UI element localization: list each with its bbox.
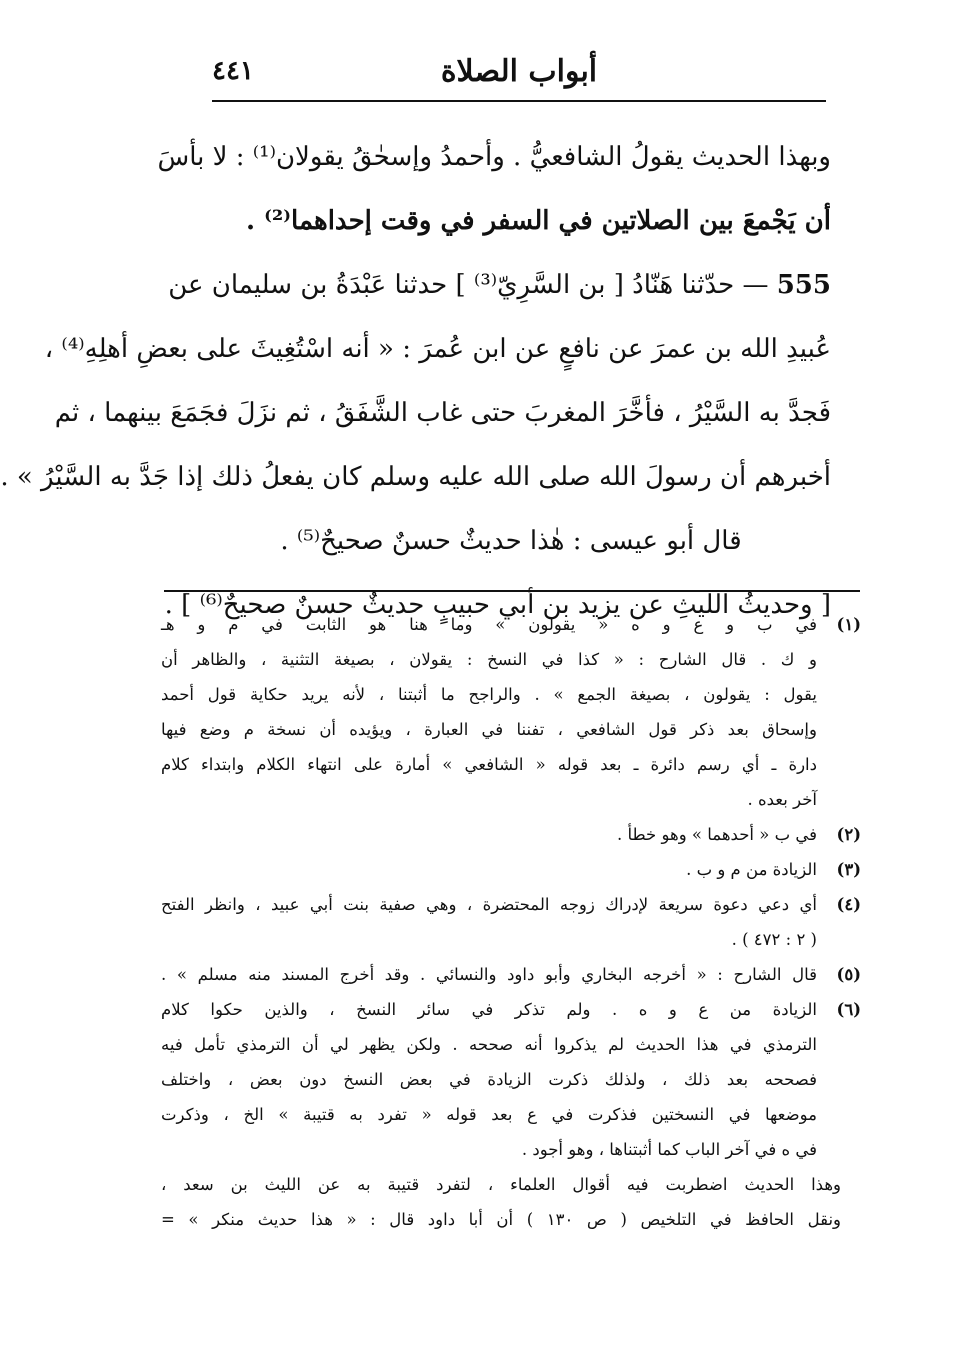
- main-line: أن يَجْمعَ بين الصلاتين في السفر في وقت إحداهما⁽²⁾ .: [246, 206, 831, 236]
- footnote-text: ( ٢ : ٤٧٢ ) .: [731, 930, 817, 949]
- main-line: أخبرهم أن رسولَ الله صلى الله عليه وسلم كان يفعلُ ذلك إذا جَدَّ به السَّيْرُ » .: [0, 462, 831, 492]
- footnote-number: (٦): [836, 1000, 861, 1019]
- footnote-6: [161, 992, 861, 1027]
- main-line: عُبيدِ الله بن عمرَ عن نافعٍ عن ابن عُمرَ : « أنه اسْتُغِيثَ على بعضِ أهلِهِ⁽⁴⁾ ،: [44, 334, 831, 364]
- footnote-text: أي دعي دعوة سريعة لإدراك زوجه المحتضرة ، وهي صفية بنت أبي عبيد ، وانظر الفتح: [161, 895, 817, 914]
- footnote-number: (٤): [836, 895, 861, 914]
- footnote-5: [161, 957, 861, 992]
- footnote-rule: [164, 590, 860, 592]
- footnote-paragraph: وهذا الحديث اضطربت فيه أقوال العلماء ، لتفرد قتيبة به عن الليث بن سعد ،: [161, 1175, 841, 1194]
- running-header: [212, 52, 826, 96]
- page-number: ٤٤١: [212, 56, 254, 86]
- chapter-title: أبواب الصلاة: [440, 54, 598, 89]
- footnote-paragraph: ونقل الحافظ في التلخيص ( ص ١٣٠ ) أن أبا داود قال : « هذا حديث منكر » =: [161, 1210, 842, 1229]
- footnote-number: (٢): [836, 825, 861, 844]
- footnote-text: دارة ـ أي رسم دائرة ـ بعد قوله « الشافعي » أمارة على انتهاء الكلام وابتداء كلام: [161, 755, 817, 774]
- footnote-text: في ب « أحدهما » وهو خطأ .: [617, 825, 817, 844]
- hadith-line: [168, 253, 831, 317]
- footnote-text: الزيادة من م و ب .: [686, 860, 817, 879]
- main-line: قال أبو عيسى : هٰذا حديثٌ حسنٌ صحيحٌ⁽⁵⁾ .: [280, 526, 742, 556]
- footnote-text: آخر بعده .: [747, 790, 817, 809]
- footnote-text: موضعها في النسختين فذكرت في ع بعد قوله « تفرد به قتيبة » الخ ، وذكرت: [161, 1105, 817, 1124]
- footnote-number: (١): [836, 615, 861, 634]
- footnote-text: يقول : يقولون ، بصيغة الجمع » . والراجح ما أثبتنا ، لأنه يريد حكاية قول أحمد: [161, 685, 817, 704]
- main-line: وبهذا الحديث يقولُ الشافعيُّ . وأحمدُ وإسحٰقُ يقولان⁽¹⁾ : لا بأسَ: [157, 142, 831, 172]
- footnote-number: (٥): [836, 965, 861, 984]
- footnote-text: وإسحاق بعد ذكر قول الشافعي ، تفننا في العبارة ، ويؤيده أن نسخة م وضع فيها: [161, 720, 817, 739]
- footnote-number: (٣): [836, 860, 861, 879]
- footnote-text: في ه في آخر الباب كما أثبتناها ، وهو أجود .: [521, 1140, 817, 1159]
- footnote-4: [161, 887, 861, 922]
- footnote-text: في ب و ع و ه « يقولون » وما هنا هو الثابت في م و هـ: [161, 615, 817, 634]
- footnote-text: و ك . قال الشارح : « كذا في النسخ : يقولان ، بصيغة التثنية ، والظاهر أن: [161, 650, 817, 669]
- header-rule: [212, 100, 826, 102]
- footnote-text: فصححه بعد ذلك ، ولذلك ذكرت الزيادة في بعض النسخ دون بعض ، واختلف: [161, 1070, 817, 1089]
- hadith-dash: —: [742, 270, 769, 300]
- hadith-number: 555: [776, 270, 831, 300]
- footnote-3: [161, 852, 861, 887]
- footnote-1: [161, 607, 861, 642]
- footnote-2: [161, 817, 861, 852]
- footnote-text: الزيادة من ع و ه . ولم تذكر في سائر النسخ ، والذين حكوا كلام: [161, 1000, 817, 1019]
- main-line: فَجدَّ به السَّيْرُ ، فأخَّرَ المغربَ حتى غاب الشَّفَقُ ، ثم نزَلَ فجَمَعَ بينهما ، ثم: [54, 398, 831, 428]
- hadith-text: حدّثنا هَنّادُ [ بن السَّرِيّ⁽³⁾ ] حدثنا عَبْدَةُ بن سليمان عن: [168, 270, 735, 300]
- main-line: [ وحديثُ الليثِ عن يزيد بن أبي حبيبٍ حديثٌ حسنٌ صحيحٌ⁽⁶⁾ ] .: [164, 590, 831, 620]
- main-text: [0, 125, 831, 637]
- footnote-text: قال الشارح : « أخرجه البخاري وأبو داود والنسائي . وقد أخرج المسند منه مسلم » .: [161, 965, 817, 984]
- footnote-text: الترمذي في هذا الحديث لم يذكروا أنه صححه . ولكن يظهر لي أن الترمذي تأمل فيه: [161, 1035, 817, 1054]
- footnotes: [161, 607, 861, 1237]
